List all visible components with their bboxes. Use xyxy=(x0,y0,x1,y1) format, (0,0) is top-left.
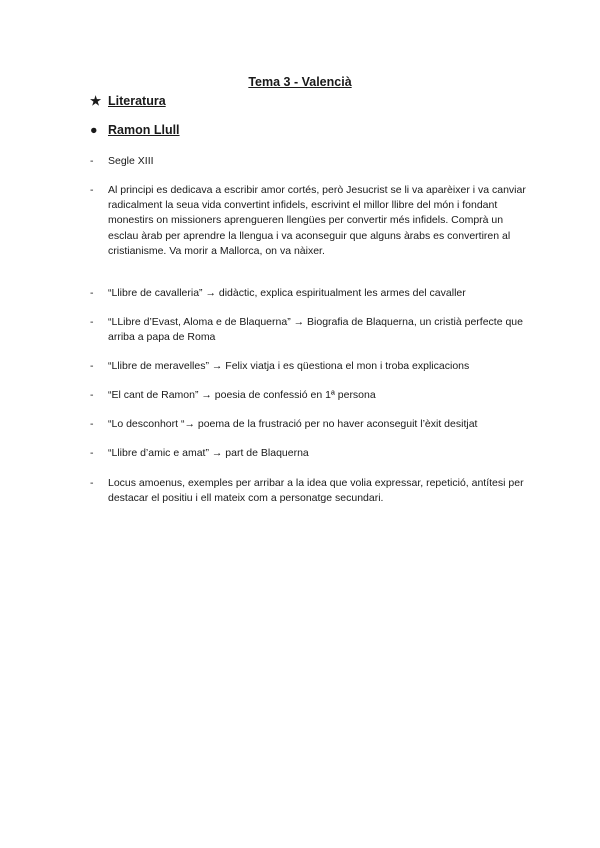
list-item xyxy=(90,183,530,259)
dash-bullet: - xyxy=(90,155,94,167)
list-item xyxy=(90,315,530,345)
list-item xyxy=(90,388,530,403)
dash-bullet: - xyxy=(90,184,94,196)
list-item-text: Segle XIII xyxy=(108,155,154,167)
star-bullet-icon: ★ xyxy=(90,94,102,108)
dash-bullet: - xyxy=(90,287,94,299)
list-item-text: “El cant de Ramon” → poesia de confessió en 1ª persona xyxy=(108,389,376,401)
dash-bullet: - xyxy=(90,418,94,430)
list-item xyxy=(90,446,530,461)
list-item xyxy=(90,476,530,506)
list-item xyxy=(90,359,530,374)
dash-bullet: - xyxy=(90,360,94,372)
list-item-text: “Llibre de cavalleria” → didàctic, explica espiritualment les armes del cavaller xyxy=(108,287,466,299)
dash-bullet: - xyxy=(90,477,94,489)
list-item-text: Locus amoenus, exemples per arribar a la idea que volia expressar, repetició, antítesi per destacar el positiu i ell mateix com a personatge secundari. xyxy=(108,477,524,505)
page-title: Tema 3 - Valencià xyxy=(248,75,352,89)
list-item-text: Al principi es dedicava a escribir amor cortés, però Jesucrist se li va aparèixer i va canviar radicalment la seua vida convertint infidels, escrivint el millor llibre del món i fondant monestirs on missioners aprengueren llengües per convertir més infidels. Comprà un esclau àrab per aprendre la llengua i va aconseguir que alguns àrabs es convertiren al cristianisme. Va morir a Mallorca, on va nàixer. xyxy=(108,184,526,257)
subsection-heading xyxy=(90,123,180,137)
dash-bullet: - xyxy=(90,389,94,401)
section-label: Literatura xyxy=(108,94,166,108)
dash-bullet: - xyxy=(90,447,94,459)
list-item-text: “Lo desconhort “→ poema de la frustració per no haver aconseguit l’èxit desitjat xyxy=(108,418,478,430)
list-item-text: “LLibre d’Evast, Aloma e de Blaquerna” → Biografia de Blaquerna, un cristià perfecte que arriba a papa de Roma xyxy=(108,316,523,344)
subsection-label: Ramon Llull xyxy=(108,123,180,137)
dot-bullet-icon: ● xyxy=(90,123,98,137)
list-item xyxy=(90,417,530,432)
list-item xyxy=(90,154,530,169)
dash-bullet: - xyxy=(90,316,94,328)
section-heading xyxy=(90,93,166,108)
list-item-text: “Llibre d’amic e amat” → part de Blaquerna xyxy=(108,447,309,459)
list-item xyxy=(90,286,530,301)
list-item-text: “Llibre de meravelles” → Felix viatja i es qüestiona el mon i troba explicacions xyxy=(108,360,470,372)
